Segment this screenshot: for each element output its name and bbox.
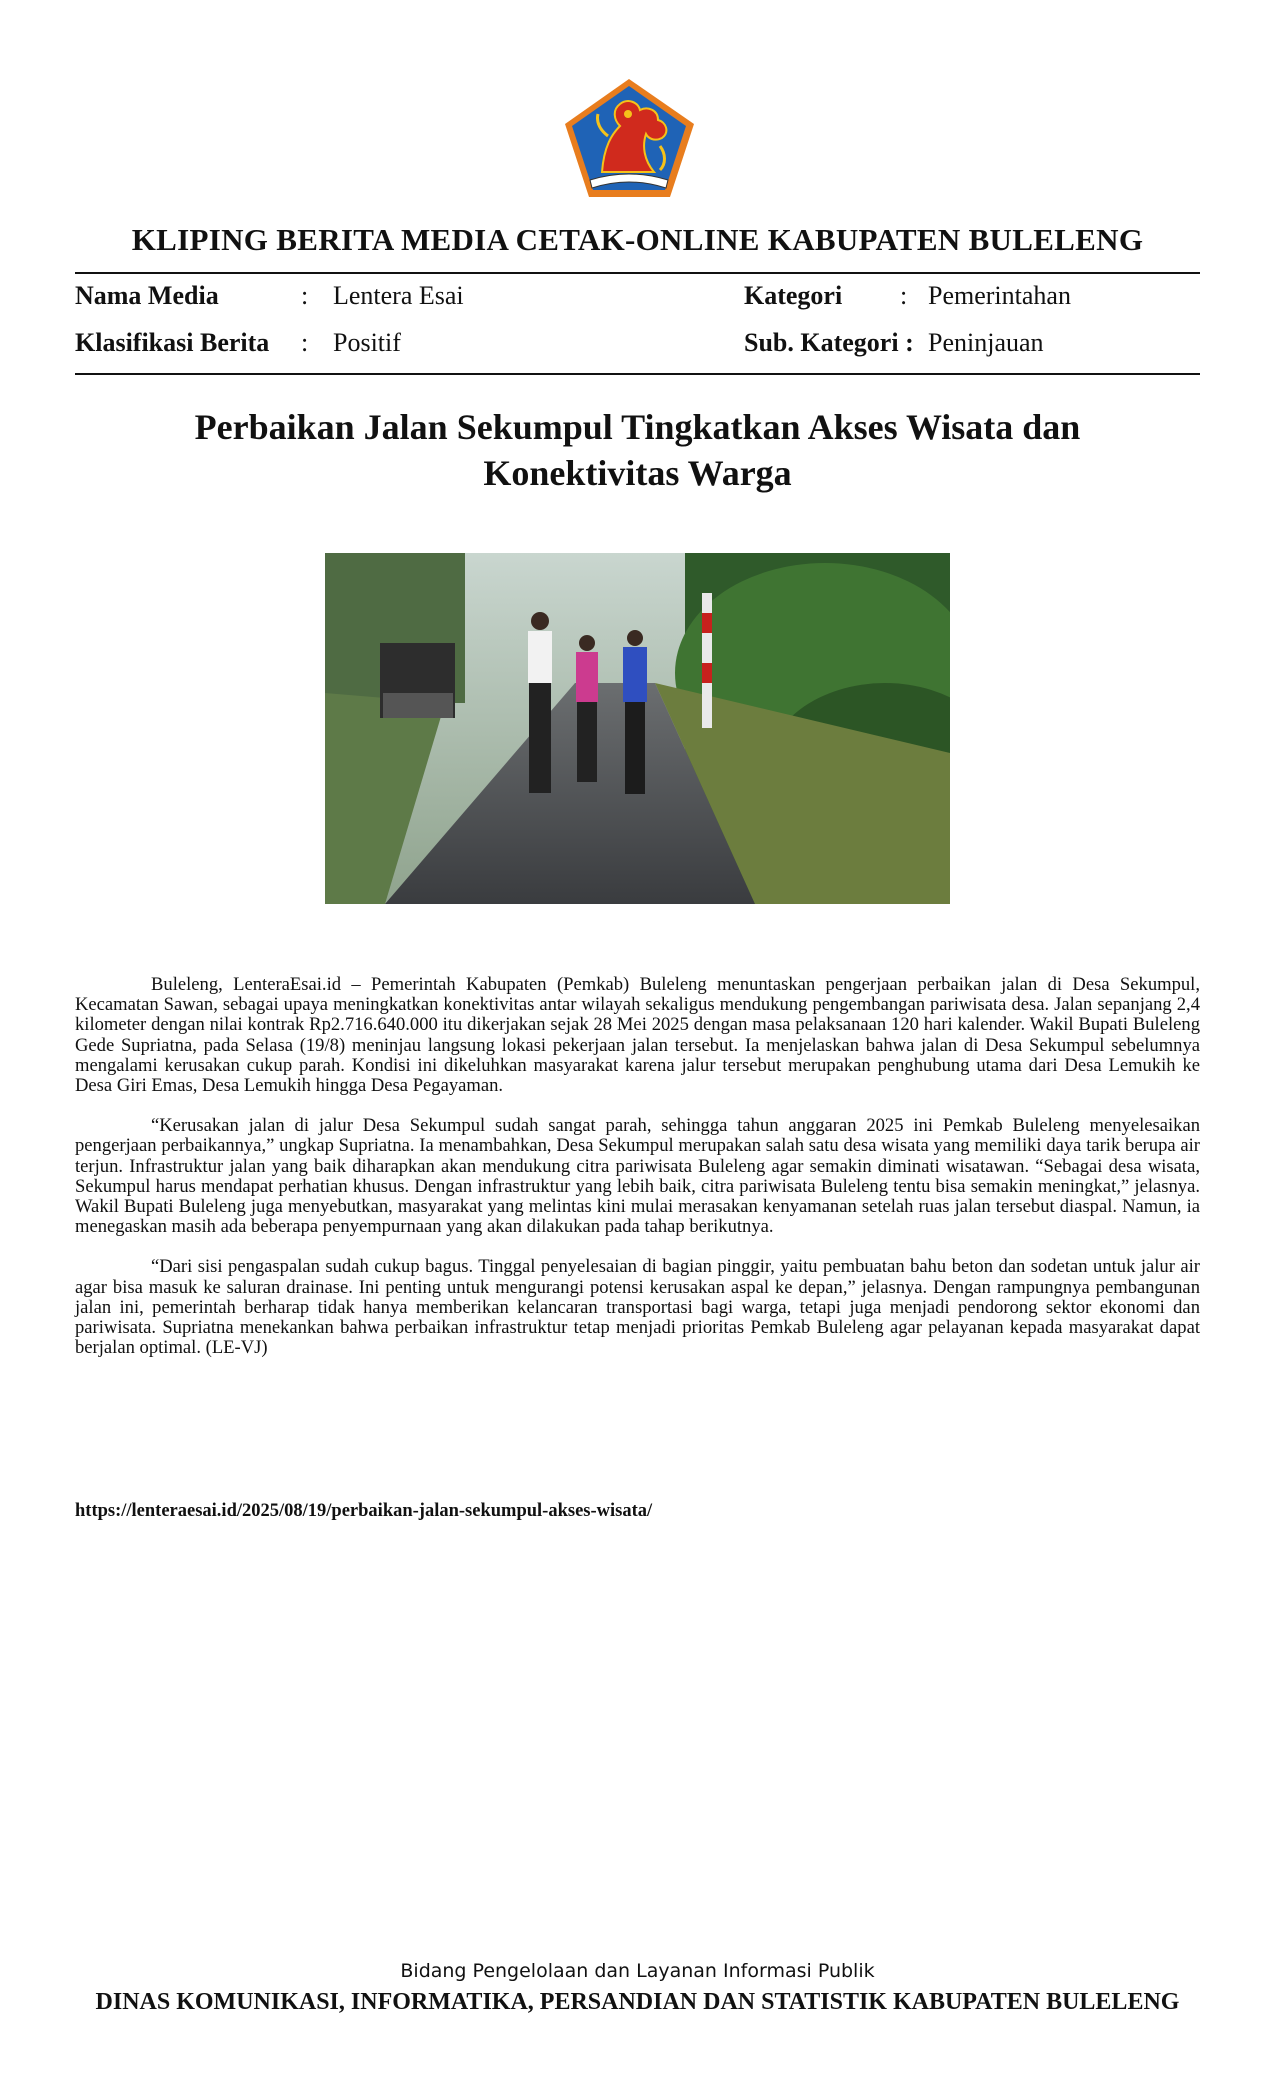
media-value: Lentera Esai: [333, 281, 464, 310]
article-photo: [325, 553, 950, 904]
document-header-title: KLIPING BERITA MEDIA CETAK-ONLINE KABUPATEN BULELENG: [131, 222, 1144, 257]
article-title-line2: Konektivitas Warga: [483, 453, 792, 493]
klasifikasi-colon: :: [301, 328, 309, 357]
media-colon: :: [301, 281, 309, 310]
article-title: [150, 404, 1125, 496]
header-bottom-rule: [75, 373, 1200, 375]
media-label: Nama Media: [75, 281, 219, 310]
article-paragraph-2: “Kerusakan jalan di jalur Desa Sekumpul sudah sangat parah, sehingga tahun anggaran 2025 ini Pemkab Buleleng menyelesaikan pengerjaan perbaikannya,” ungkap Supriatna. Ia menambahkan, Desa Sekumpul merupakan salah satu desa wisata yang memiliki daya tarik berupa air terjun. Infrastruktur jalan yang baik diharapkan akan mendukung citra pariwisata Buleleng agar semakin diminati wisatawan. “Sebagai desa wisata, Sekumpul harus mendapat perhatian khusus. Dengan infrastruktur yang lebih baik, citra pariwisata Buleleng tentu bisa semakin meningkat,” jelasnya. Wakil Bupati Buleleng juga menyebutkan, masyarakat yang melintas kini mulai merasakan kenyamanan setelah ruas jalan tersebut diaspal. Namun, ia menegaskan masih ada beberapa penyempurnaan yang akan dilakukan pada tahap berikutnya.: [75, 1115, 1200, 1238]
subkategori-value: Peninjauan: [928, 328, 1044, 357]
article-paragraph-1: Buleleng, LenteraEsai.id – Pemerintah Kabupaten (Pemkab) Buleleng menuntaskan pengerjaan perbaikan jalan di Desa Sekumpul, Kecamatan Sawan, sebagai upaya meningkatkan konektivitas antar wilayah sekaligus mendukung pengembangan pariwisata desa. Jalan sepanjang 2,4 kilometer dengan nilai kontrak Rp2.716.640.000 itu dikerjakan sejak 28 Mei 2025 dengan masa pelaksanaan 120 hari kalender. Wakil Bupati Buleleng Gede Supriatna, pada Selasa (19/8) meninjau langsung lokasi pekerjaan jalan tersebut. Ia menjelaskan bahwa jalan di Desa Sekumpul sebelumnya mengalami kerusakan cukup parah. Kondisi ini dikeluhkan masyarakat karena jalur tersebut merupakan penghubung utama dari Desa Lemukih ke Desa Giri Emas, Desa Lemukih hingga Desa Pegayaman.: [75, 974, 1200, 1097]
kategori-label: Kategori: [744, 281, 843, 310]
kategori-colon: :: [900, 281, 908, 310]
header-top-rule: [75, 272, 1200, 274]
footer-agency: DINAS KOMUNIKASI, INFORMATIKA, PERSANDIAN DAN STATISTIK KABUPATEN BULELENG: [95, 1989, 1180, 2015]
subkategori-label: Sub. Kategori :: [744, 328, 914, 357]
source-url-link[interactable]: https://lenteraesai.id/2025/08/19/perbaikan-jalan-sekumpul-akses-wisata/: [75, 1501, 653, 1521]
kategori-value: Pemerintahan: [928, 281, 1071, 310]
footer-department: Bidang Pengelolaan dan Layanan Informasi Publik: [400, 1960, 875, 1982]
buleleng-logo: [562, 76, 697, 200]
article-body: [75, 975, 1200, 1378]
article-title-line1: Perbaikan Jalan Sekumpul Tingkatkan Akses Wisata dan: [194, 407, 1081, 447]
klasifikasi-label: Klasifikasi Berita: [75, 328, 270, 357]
klasifikasi-value: Positif: [333, 328, 401, 357]
article-paragraph-3: “Dari sisi pengaspalan sudah cukup bagus. Tinggal penyelesaian di bagian pinggir, yaitu pembuatan bahu beton dan sodetan untuk jalur air agar bisa masuk ke saluran drainase. Ini penting untuk mengurangi potensi kerusakan aspal ke depan,” jelasnya. Dengan rampungnya pembangunan jalan ini, pemerintah berharap tidak hanya memberikan kelancaran transportasi bagi warga, tetapi juga menjadi pendorong sektor ekonomi dan pariwisata. Supriatna menekankan bahwa perbaikan infrastruktur tetap menjadi prioritas Pemkab Buleleng agar pelayanan kepada masyarakat dapat berjalan optimal. (LE-VJ): [75, 1256, 1200, 1359]
